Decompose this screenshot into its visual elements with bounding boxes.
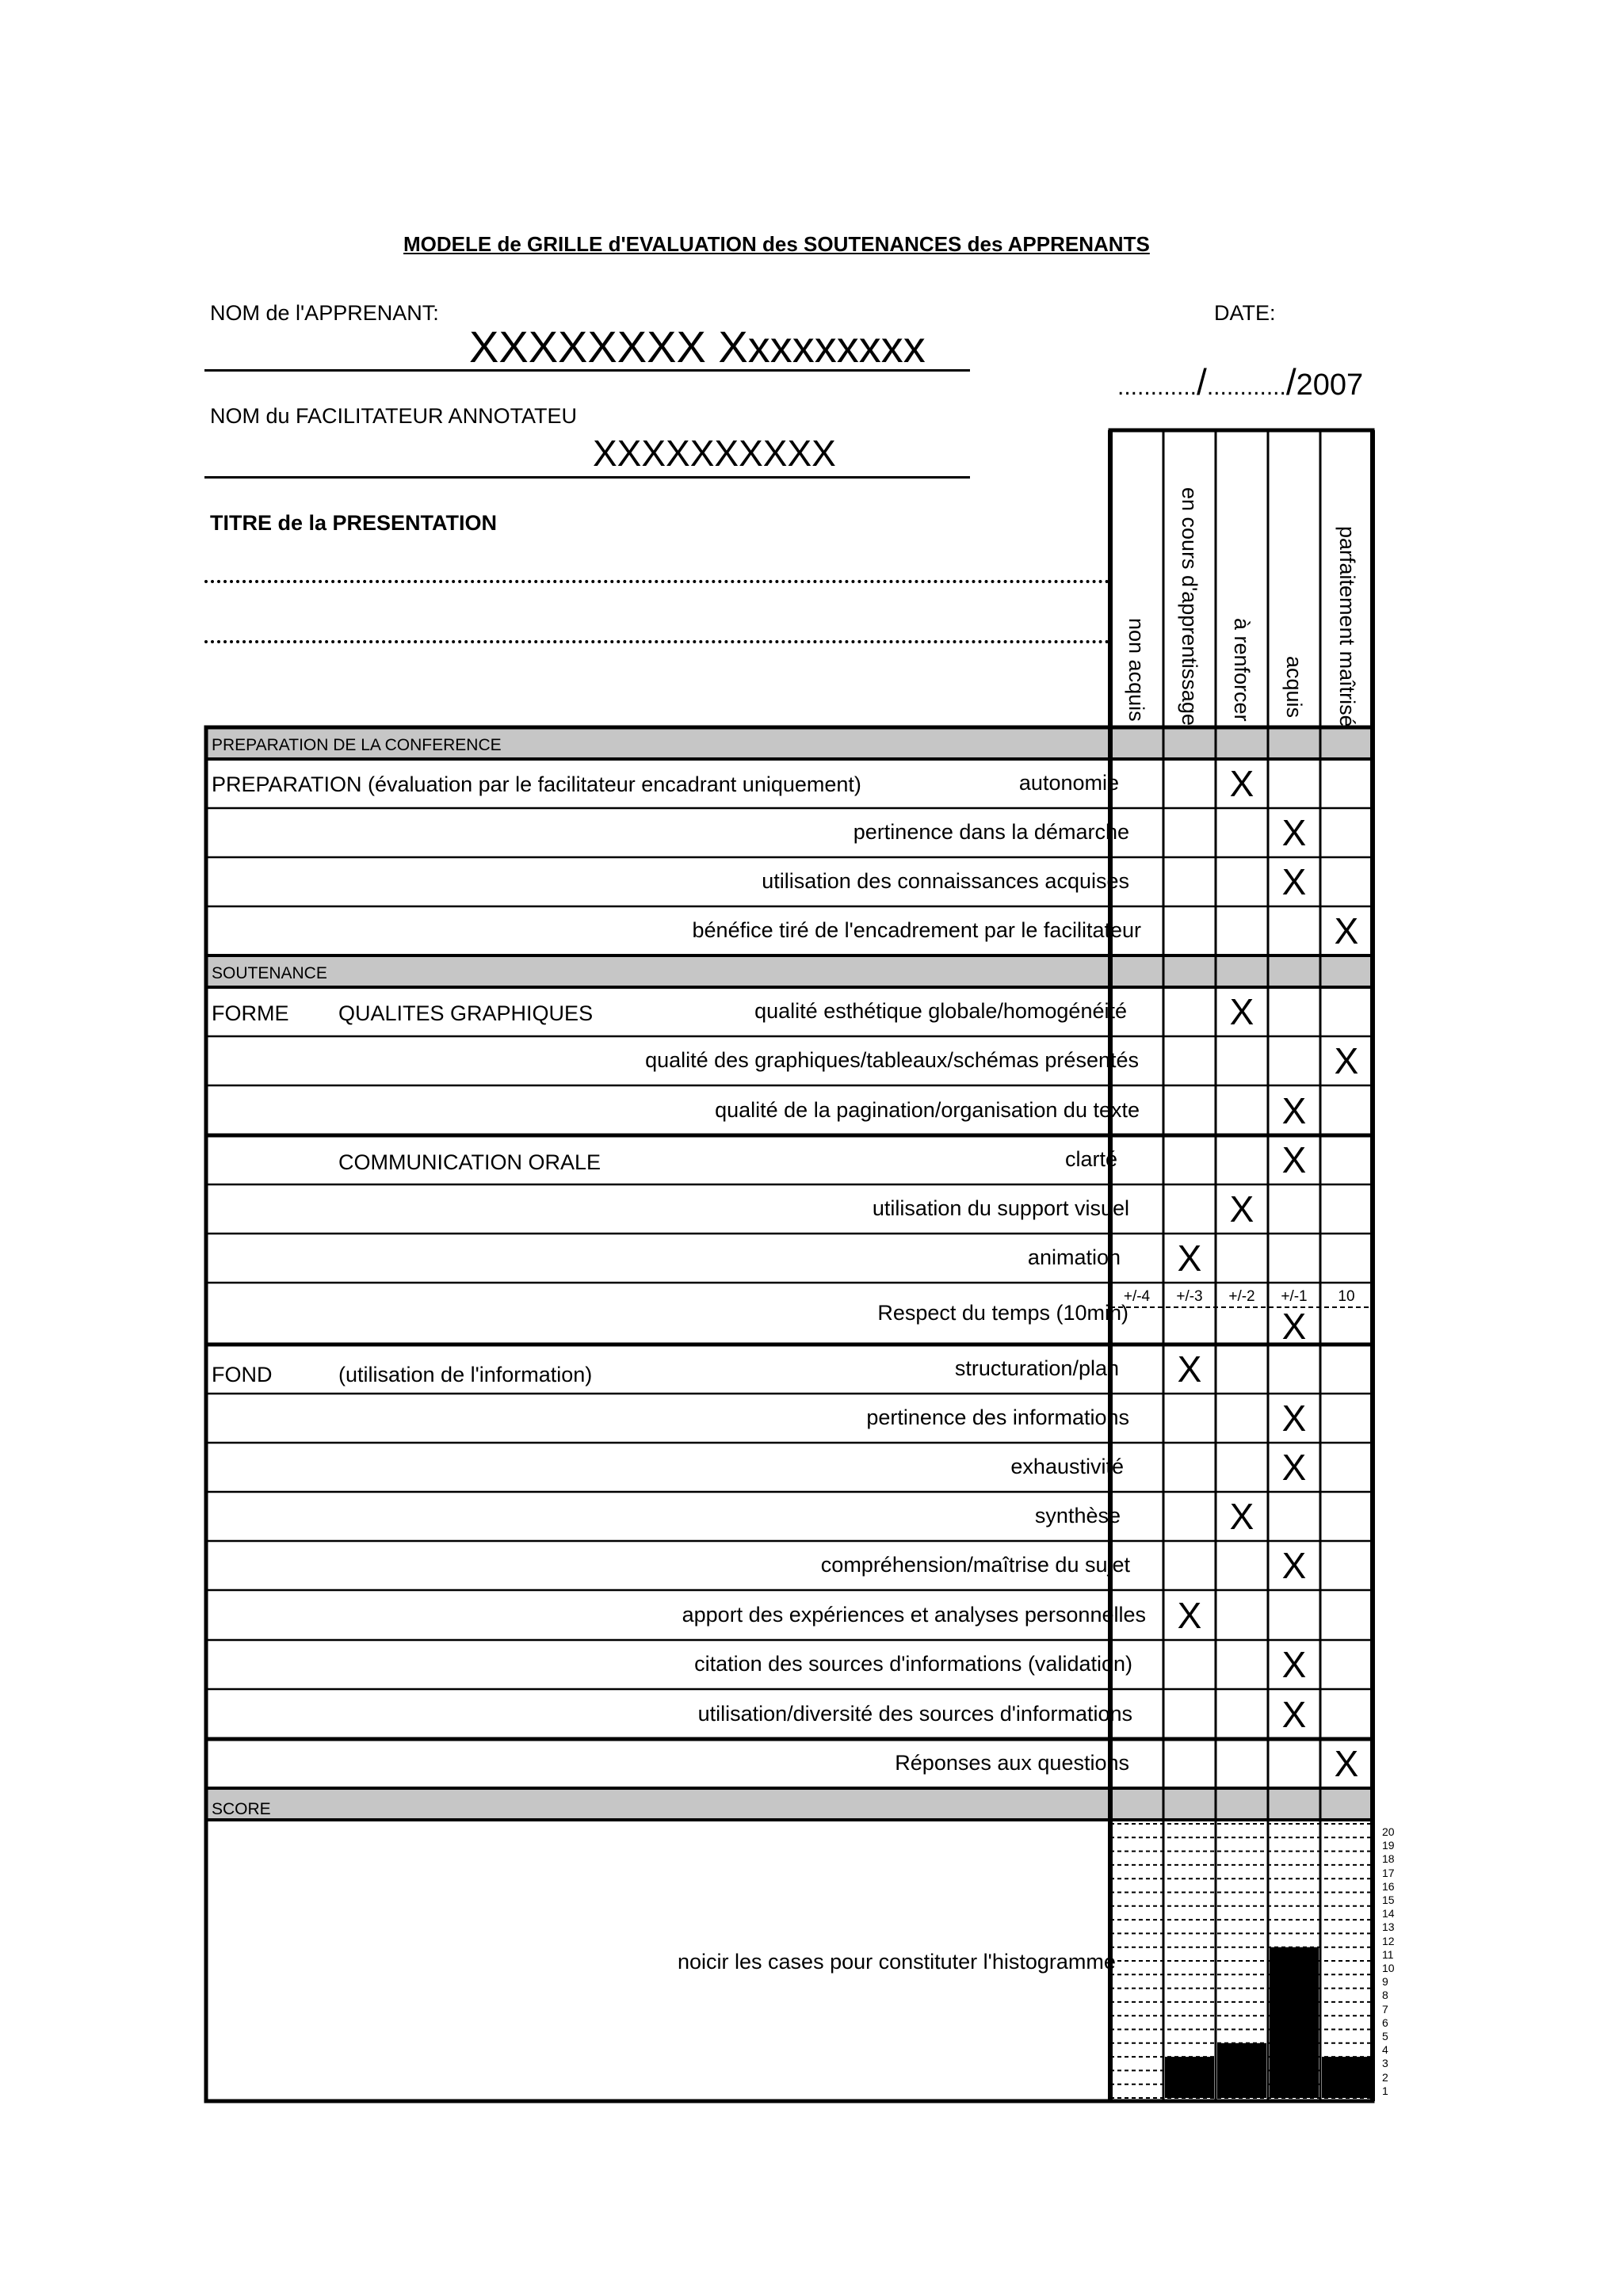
criterion-mark: X — [1281, 1693, 1307, 1735]
criterion-label: synthèse — [1034, 1504, 1121, 1527]
histogram-scale-label: 8 — [1382, 1989, 1388, 2002]
group-fond: FOND — [212, 1363, 273, 1386]
criterion-label: qualité des graphiques/tableaux/schémas présentés — [645, 1048, 1139, 1072]
histogram-scale-label: 19 — [1382, 1839, 1395, 1852]
col-header-parfaitement: parfaitement maîtrisé — [1335, 526, 1359, 727]
criterion-label: qualité de la pagination/organisation du texte — [715, 1097, 1140, 1122]
histogram-scale-label: 12 — [1382, 1934, 1395, 1947]
criterion-label: structuration/plan — [954, 1356, 1119, 1380]
criterion-mark: X — [1229, 991, 1254, 1032]
score-instruction: noicir les cases pour constituter l'histogramme — [678, 1950, 1116, 1974]
criterion-mark: X — [1281, 812, 1307, 853]
date-slash-1: / — [1197, 361, 1207, 402]
criterion-mark: X — [1229, 763, 1254, 804]
group-preparation: PREPARATION (évaluation par le facilitateur encadrant uniquement) — [212, 772, 861, 796]
histogram-scale-label: 13 — [1382, 1920, 1395, 1934]
criterion-label: compréhension/maîtrise du sujet — [820, 1553, 1130, 1577]
criterion-label: utilisation des connaissances acquises — [762, 869, 1129, 893]
time-scale-label: +/-3 — [1176, 1288, 1203, 1305]
histogram-scale-label: 11 — [1382, 1947, 1394, 1961]
criterion-label: Réponses aux questions — [895, 1751, 1129, 1775]
group-communication-orale: COMMUNICATION ORALE — [338, 1150, 601, 1174]
col-header-acquis: acquis — [1282, 656, 1306, 719]
criterion-label: utilisation/diversité des sources d'informations — [697, 1701, 1132, 1726]
section-soutenance: SOUTENANCE — [212, 964, 327, 982]
time-scale-label: +/-4 — [1123, 1288, 1151, 1305]
histogram-scale-label: 16 — [1382, 1879, 1395, 1893]
criterion-mark: X — [1229, 1496, 1254, 1537]
facilitator-name: XXXXXXXXXX — [593, 433, 836, 474]
section-bar-soutenance — [206, 955, 1373, 987]
criterion-mark: X — [1177, 1348, 1202, 1390]
time-scale-label: 10 — [1338, 1288, 1355, 1305]
criterion-label: citation des sources d'informations (validation) — [694, 1652, 1132, 1676]
learner-name: XXXXXXXX Xxxxxxxxx — [469, 322, 926, 372]
histogram-scale-label: 5 — [1382, 2030, 1388, 2042]
criterion-mark: X — [1281, 1644, 1307, 1685]
group-forme: FORME — [212, 1001, 289, 1025]
criterion-mark: X — [1334, 1040, 1359, 1081]
histogram-scale-label: 20 — [1382, 1825, 1395, 1838]
group-qualites-graphiques: QUALITES GRAPHIQUES — [338, 1001, 594, 1025]
date-month-dots: ............ — [1206, 374, 1286, 400]
criterion-mark: X — [1177, 1238, 1202, 1279]
criterion-mark: X — [1281, 1398, 1307, 1439]
histogram-scale-label: 18 — [1382, 1852, 1395, 1866]
criterion-label: pertinence des informations — [866, 1405, 1129, 1429]
col-header-a-renforcer: à renforcer — [1230, 618, 1254, 722]
histogram-bar — [1165, 2057, 1214, 2098]
criterion-mark: X — [1229, 1188, 1254, 1230]
histogram-scale-label: 6 — [1382, 2016, 1388, 2029]
criterion-label: animation — [1027, 1245, 1121, 1269]
section-preparation: PREPARATION DE LA CONFERENCE — [212, 736, 502, 754]
section-bar-score — [206, 1788, 1373, 1820]
facilitator-label: NOM du FACILITATEUR ANNOTATEU — [210, 404, 578, 428]
col-header-non-acquis: non acquis — [1125, 618, 1148, 722]
histogram-bar — [1217, 2043, 1266, 2098]
histogram-scale-label: 15 — [1382, 1894, 1395, 1906]
date-year: 2007 — [1296, 368, 1364, 402]
date-label: DATE: — [1214, 301, 1276, 325]
histogram-scale-label: 14 — [1382, 1907, 1395, 1920]
criterion-label: autonomie — [1018, 771, 1119, 795]
col-header-en-cours: en cours d'apprentissage — [1178, 487, 1201, 726]
criterion-mark: X — [1177, 1594, 1202, 1636]
histogram-bar — [1322, 2057, 1371, 2098]
criterion-label: clarté — [1064, 1147, 1117, 1171]
criterion-label: utilisation du support visuel — [872, 1196, 1129, 1220]
histogram-scale-label: 9 — [1382, 1975, 1388, 1989]
histogram-scale-label: 17 — [1382, 1866, 1395, 1879]
criterion-mark: X — [1281, 1545, 1307, 1586]
criterion-mark: X — [1281, 861, 1307, 902]
presentation-title-label: TITRE de la PRESENTATION — [210, 511, 498, 535]
criterion-mark: X — [1281, 1139, 1307, 1180]
group-fond-sub: (utilisation de l'information) — [338, 1363, 593, 1386]
criterion-mark: X — [1281, 1447, 1307, 1488]
histogram-scale-label: 10 — [1382, 1962, 1395, 1974]
page-title: MODELE de GRILLE d'EVALUATION des SOUTENANCES des APPRENANTS — [403, 232, 1150, 256]
time-scale-label: +/-2 — [1228, 1288, 1255, 1305]
time-scale-label: +/-1 — [1281, 1288, 1308, 1305]
histogram-bar — [1270, 1947, 1319, 2098]
criterion-mark: X — [1334, 1743, 1359, 1784]
histogram-scale-label: 3 — [1382, 2057, 1388, 2070]
criterion-mark: X — [1334, 910, 1359, 952]
histogram-scale-label: 1 — [1382, 2084, 1388, 2097]
criterion-mark: X — [1281, 1306, 1307, 1347]
criterion-label: qualité esthétique globale/homogénéité — [754, 999, 1127, 1023]
section-score: SCORE — [212, 1800, 271, 1818]
criterion-label: bénéfice tiré de l'encadrement par le facilitateur — [692, 918, 1141, 942]
date-day-dots: ............ — [1117, 374, 1197, 400]
date-slash-2: / — [1285, 361, 1296, 402]
learner-label: NOM de l'APPRENANT: — [210, 301, 439, 325]
criterion-label: pertinence dans la démarche — [853, 820, 1129, 844]
histogram-scale-label: 2 — [1382, 2070, 1388, 2084]
criterion-mark: X — [1281, 1089, 1307, 1131]
criterion-label: Respect du temps (10min) — [877, 1301, 1128, 1325]
histogram-scale-label: 7 — [1382, 2002, 1388, 2016]
criterion-label: exhaustivité — [1010, 1455, 1124, 1478]
histogram-scale-label: 4 — [1382, 2043, 1388, 2057]
criterion-label: apport des expériences et analyses personnelles — [682, 1602, 1146, 1627]
